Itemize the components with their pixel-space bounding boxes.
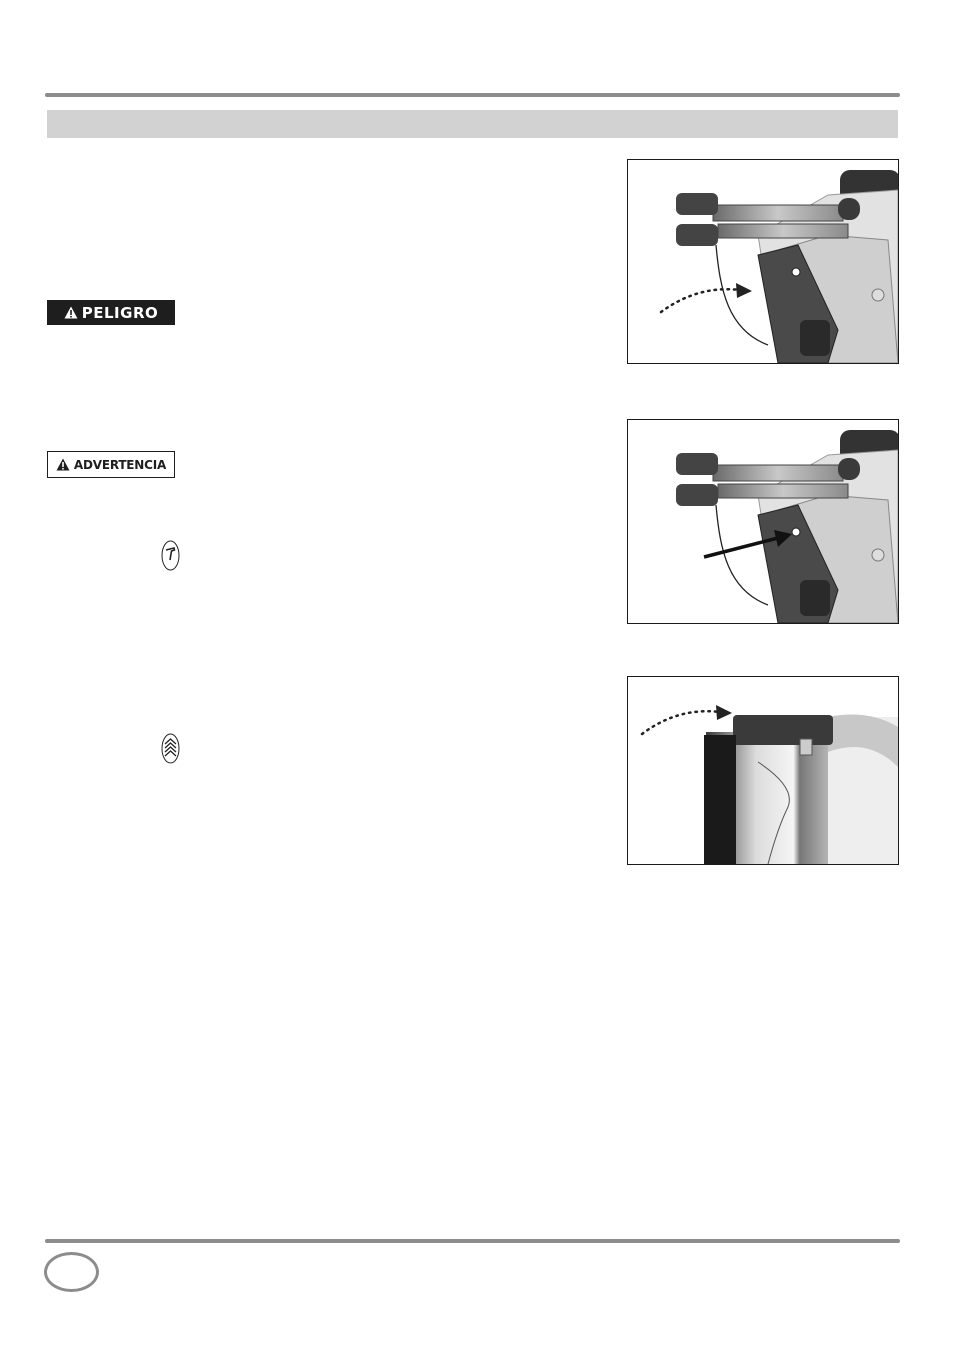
contact-bump-trip-icon: [161, 733, 180, 764]
top-rule: [45, 93, 900, 97]
figure-nailer-cap-rotate: [627, 676, 899, 865]
warning-label-text: ADVERTENCIA: [73, 457, 167, 472]
single-sequential-trip-icon: [161, 540, 180, 571]
language-tab-oval: [44, 1252, 99, 1292]
danger-label: [47, 300, 175, 325]
warning-triangle-icon: [56, 458, 70, 471]
danger-label-text: PELIGRO: [81, 303, 159, 322]
warning-label: [47, 451, 175, 478]
figure-nailer-latch-point: [627, 419, 899, 624]
figure-nailer-magazine-rotate: [627, 159, 899, 364]
bottom-rule: [45, 1239, 900, 1243]
warning-triangle-icon: [64, 306, 78, 319]
section-header-bar: [47, 110, 898, 138]
